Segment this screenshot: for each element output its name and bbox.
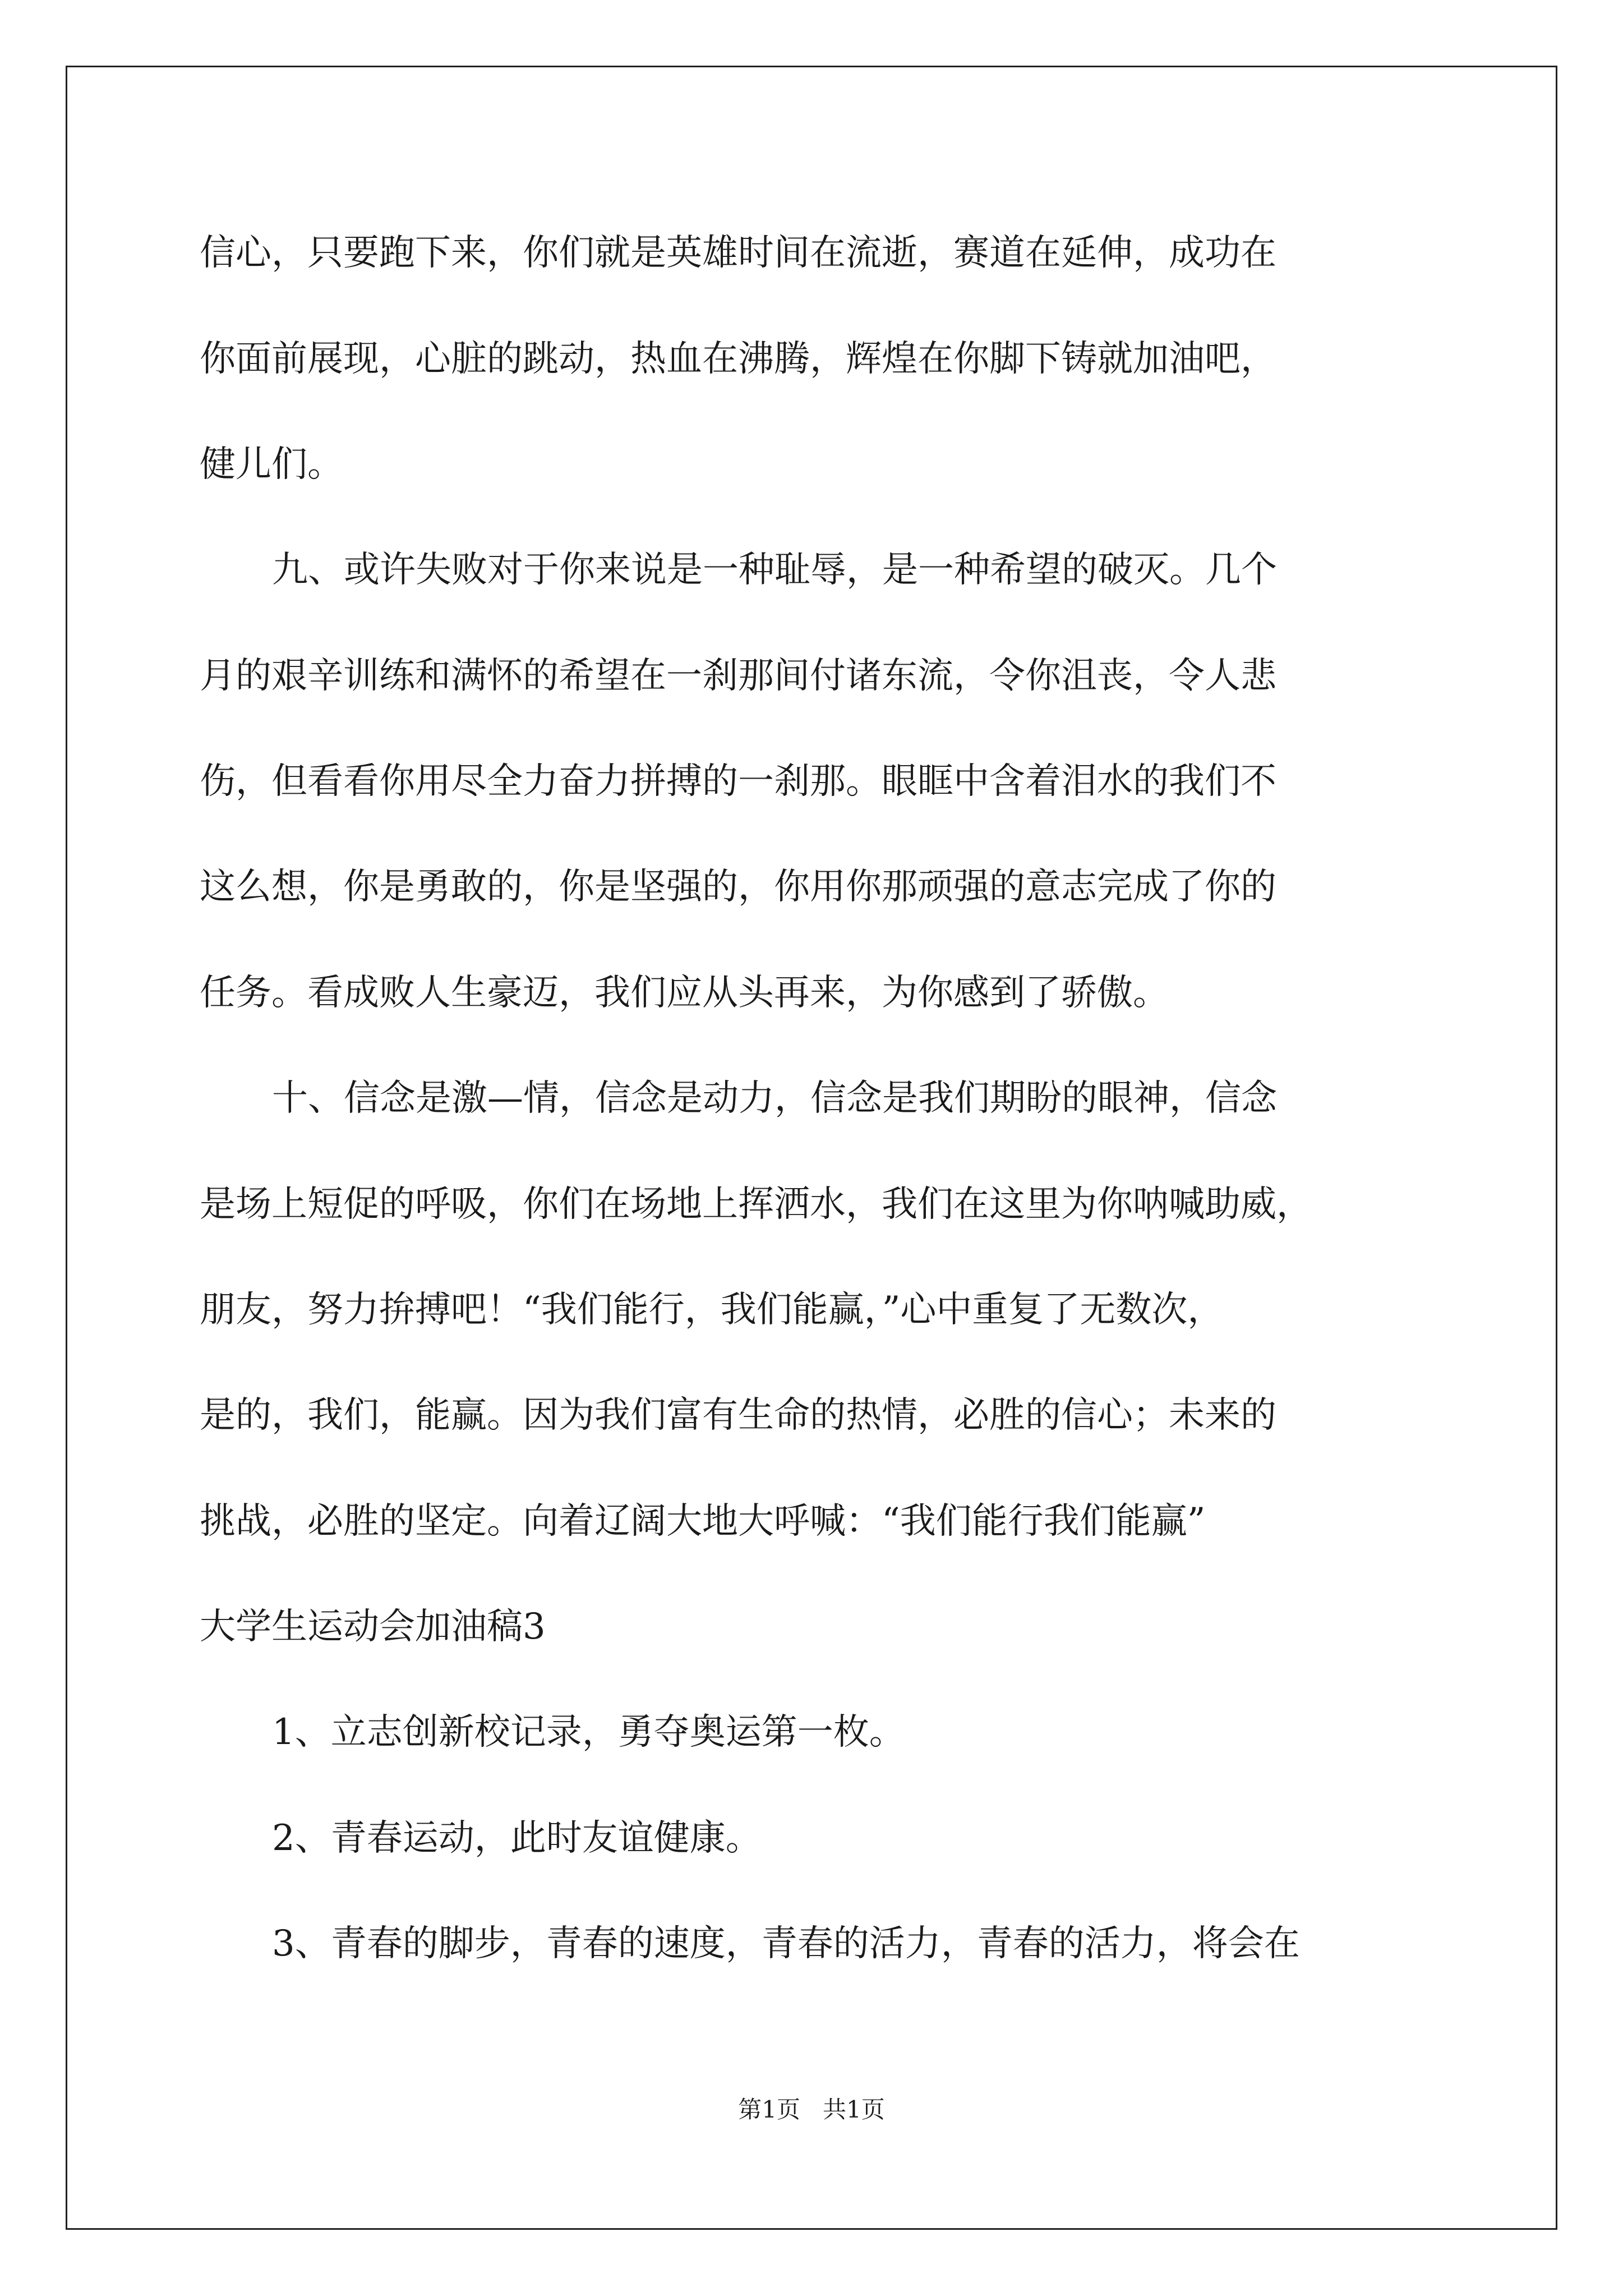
text-line: 你面前展现，心脏的跳动，热血在沸腾，辉煌在你脚下铸就加油吧， [200,338,1276,380]
page-border [66,66,1557,2230]
text-line: 健儿们。 [200,444,343,485]
list-item: 3、青春的脚步，青春的速度，青春的活力，青春的活力，将会在 [272,1923,1300,1964]
text-line: 是场上短促的呼吸，你们在场地上挥洒水，我们在这里为你呐喊助威， [200,1184,1312,1225]
text-line: 伤，但看看你用尽全力奋力拼搏的一刹那。眼眶中含着泪水的我们不 [200,761,1276,802]
list-item: 2、青春运动，此时友谊健康。 [272,1818,762,1859]
list-item: 1、立志创新校记录，勇夺奥运第一枚。 [272,1711,905,1753]
text-line: 月的艰辛训练和满怀的希望在一刹那间付诸东流，令你沮丧，令人悲 [200,655,1276,697]
paragraph-ten-start: 十、信念是激—情，信念是动力，信念是我们期盼的眼神，信念 [272,1078,1277,1119]
text-line: 信心，只要跑下来，你们就是英雄时间在流逝，赛道在延伸，成功在 [200,232,1276,274]
paragraph-nine-start: 九、或许失败对于你来说是一种耻辱，是一种希望的破灭。几个 [272,549,1277,591]
text-line: 挑战，必胜的坚定。向着辽阔大地大呼喊：“我们能行我们能赢” [200,1501,1206,1542]
text-line: 任务。看成败人生豪迈，我们应从头再来，为你感到了骄傲。 [200,972,1169,1014]
text-line: 朋友，努力拚搏吧！“我们能行，我们能赢，”心中重复了无数次， [200,1289,1224,1331]
text-line: 是的，我们，能赢。因为我们富有生命的热情，必胜的信心；未来的 [200,1395,1276,1436]
section-heading: 大学生运动会加油稿3 [200,1606,546,1648]
text-line: 这么想，你是勇敢的，你是坚强的，你用你那顽强的意志完成了你的 [200,866,1276,908]
page-number-footer: 第1页 共1页 [738,2096,885,2123]
